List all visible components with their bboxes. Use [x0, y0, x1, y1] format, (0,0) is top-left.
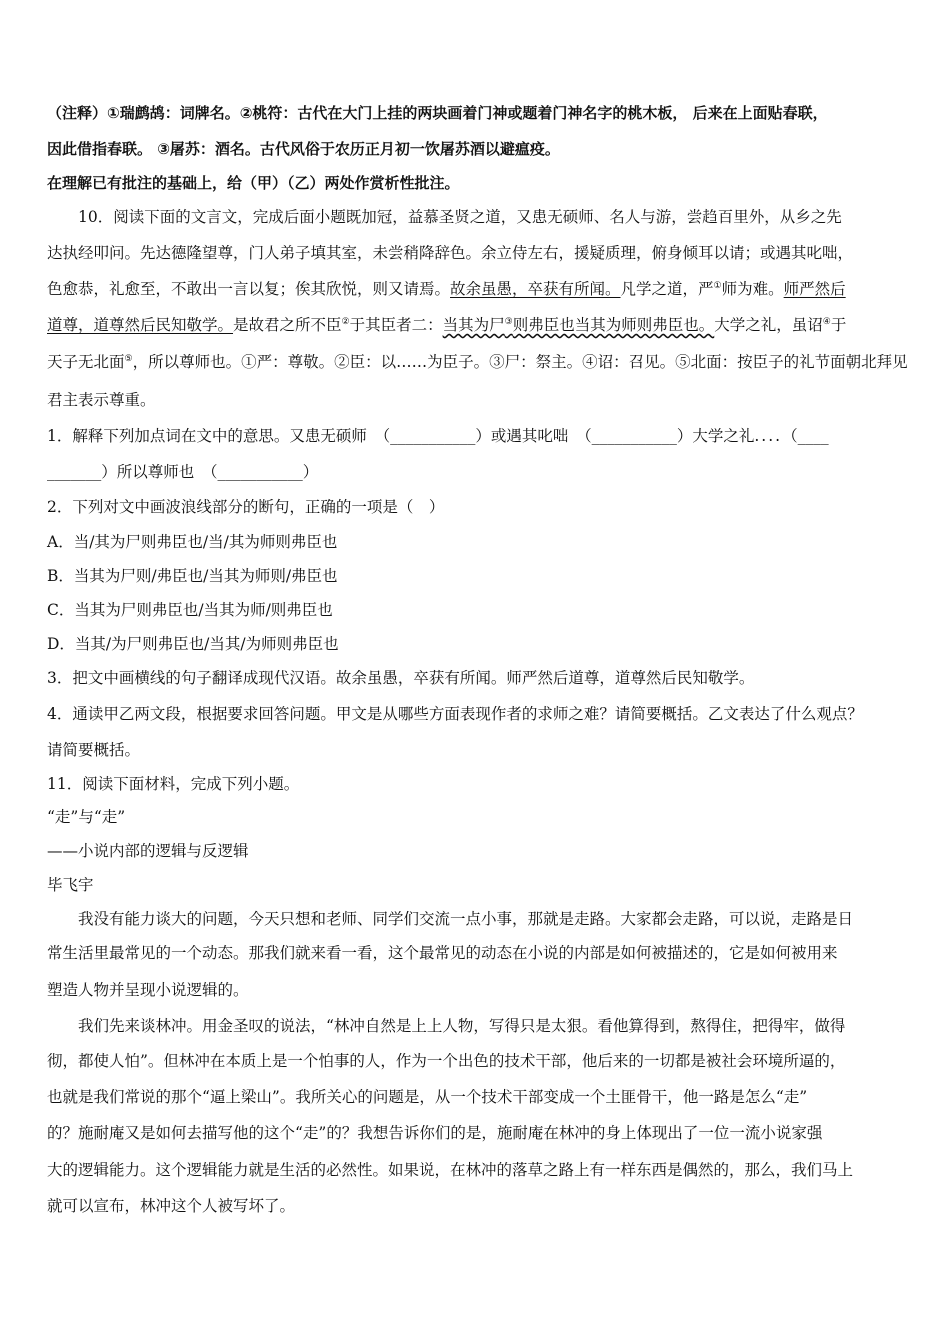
- paragraph-2-line-6: 就可以宣布，林冲这个人被写坏了。: [47, 1197, 296, 1215]
- text-segment: 师为难。: [721, 280, 784, 298]
- text-segment: 于: [830, 316, 847, 334]
- text-segment: 是故君之所不臣: [233, 316, 342, 334]
- note-instruction: 在理解已有批注的基础上，给（甲）（乙）两处作赏析性批注。: [47, 174, 460, 192]
- note-marker: ①: [713, 280, 722, 291]
- q10-passage-line-1: 10．阅读下面的文言文，完成后面小题既加冠，益慕圣贤之道，又患无硕师、名人与游，尝趋百里外，从乡之先: [78, 208, 842, 226]
- q10-passage-line-4: [47, 315, 846, 335]
- q10-sub-1: [47, 426, 829, 446]
- article-subtitle: ——小说内部的逻辑与反逻辑: [47, 842, 249, 860]
- note-line-1: （注释）①瑞鹧鸪：词牌名。②桃符：古代在大门上挂的两块画着门神或题着门神名字的桃木板， 后来在上面贴春联，: [47, 104, 828, 122]
- text-segment: 于其臣者二：: [349, 316, 443, 334]
- text-segment: 则弗臣也当其为师则弗臣也。: [512, 316, 715, 334]
- note-marker: ②: [341, 316, 350, 327]
- note-marker: ③: [504, 316, 513, 327]
- q10-passage-line-2: 达执经叩问。先达德隆望尊，门人弟子填其室，未尝稍降辞色。余立侍左右，援疑质理，俯身倾耳以请；或遇其叱咄，: [47, 244, 854, 262]
- underlined-sentence: 故余虽愚，卒获有所闻。: [450, 280, 621, 298]
- text-segment: 1．解释下列加点词在文中的意思。又患无硕师 （___________）或遇其叱咄 （___________）大学之礼: [47, 427, 755, 445]
- paragraph-2-line-1: 我们先来谈林冲。用金圣叹的说法，“林冲自然是上上人物，写得只是太狠。看他算得到，熬得住，把得牢，做得: [78, 1017, 846, 1035]
- q11-intro: 11．阅读下面材料，完成下列小题。: [47, 775, 300, 793]
- paragraph-1-line-3: 塑造人物并呈现小说逻辑的。: [47, 981, 249, 999]
- q10-sub-2: 2．下列对文中画波浪线部分的断句，正确的一项是（ ）: [47, 498, 445, 516]
- option-c[interactable]: C．当其为尸则弗臣也/当其为师/则弗臣也: [47, 601, 333, 619]
- article-title: “走”与“走”: [47, 808, 126, 826]
- option-d[interactable]: D．当其/为尸则弗臣也/当其/为师则弗臣也: [47, 635, 339, 653]
- article-author: 毕飞宇: [47, 876, 94, 894]
- paragraph-2-line-4: 的？施耐庵又是如何去描写他的这个“走”的？我想告诉你们的是，施耐庵在林冲的身上体现出了一位一流小说家强: [47, 1124, 823, 1142]
- underlined-sentence: 师严然后: [783, 280, 846, 298]
- q10-sub-4: 4．通读甲乙两文段，根据要求回答问题。甲文是从哪些方面表现作者的求师之难？请简要概括。乙文表达了什么观点？: [47, 705, 863, 723]
- option-a[interactable]: A．当/其为尸则弗臣也/当/其为师则弗臣也: [47, 533, 338, 551]
- text-segment: 当其为尸: [442, 316, 505, 334]
- wavy-underlined-sentence: [443, 316, 715, 334]
- note-marker: ⑤: [124, 353, 133, 364]
- paragraph-1-line-2: 常生活里最常见的一个动态。那我们就来看一看，这个最常见的动态在小说的内部是如何被描述的，它是如何被用来: [47, 944, 838, 962]
- q10-sub-3: 3．把文中画横线的句子翻译成现代汉语。故余虽愚，卒获有所闻。师严然后道尊，道尊然后民知敬学。: [47, 669, 755, 687]
- answer-blank[interactable]: （____: [782, 427, 829, 445]
- paragraph-2-line-3: 也就是我们常说的那个“逼上梁山”。我所关心的问题是，从一个技术干部变成一个土匪骨干，他一路是怎么“走”: [47, 1088, 808, 1106]
- option-b[interactable]: B．当其为尸则/弗臣也/当其为师则/弗臣也: [47, 567, 338, 585]
- text-segment: 色愈恭，礼愈至，不敢出一言以复；俟其欣悦，则又请焉。: [47, 280, 451, 298]
- paragraph-2-line-2: 彻，都使人怕”。但林冲在本质上是一个怕事的人，作为一个出色的技术干部，他后来的一切都是被社会环境所逼的，: [47, 1052, 846, 1070]
- q10-sub-1-cont[interactable]: _______）所以尊师也 （___________）: [47, 463, 319, 481]
- emphasis-dots: ....: [754, 427, 783, 445]
- underlined-sentence: 道尊，道尊然后民知敬学。: [47, 316, 234, 334]
- text-segment: 天子无北面: [47, 353, 125, 371]
- note-marker: ④: [822, 316, 831, 327]
- text-segment: 凡学之道，严: [620, 280, 714, 298]
- text-segment: 大学之礼，虽诏: [714, 316, 823, 334]
- q10-passage-line-5: [47, 352, 908, 372]
- paragraph-2-line-5: 大的逻辑能力。这个逻辑能力就是生活的必然性。如果说，在林冲的落草之路上有一样东西是偶然的，那么，我们马上: [47, 1161, 854, 1179]
- q10-sub-4-cont: 请简要概括。: [47, 741, 141, 759]
- note-line-2: 因此借指春联。 ③屠苏：酒名。古代风俗于农历正月初一饮屠苏酒以避瘟疫。: [47, 140, 560, 158]
- q10-passage-line-6: 君主表示尊重。: [47, 391, 156, 409]
- text-segment: ，所以尊师也。①严：尊敬。②臣：以……为臣子。③尸：祭主。④诏：召见。⑤北面：按臣子的礼节面朝北拜见: [132, 353, 908, 371]
- q10-passage-line-3: [47, 279, 846, 299]
- paragraph-1-line-1: 我没有能力谈大的问题，今天只想和老师、同学们交流一点小事，那就是走路。大家都会走路，可以说，走路是日: [78, 910, 854, 928]
